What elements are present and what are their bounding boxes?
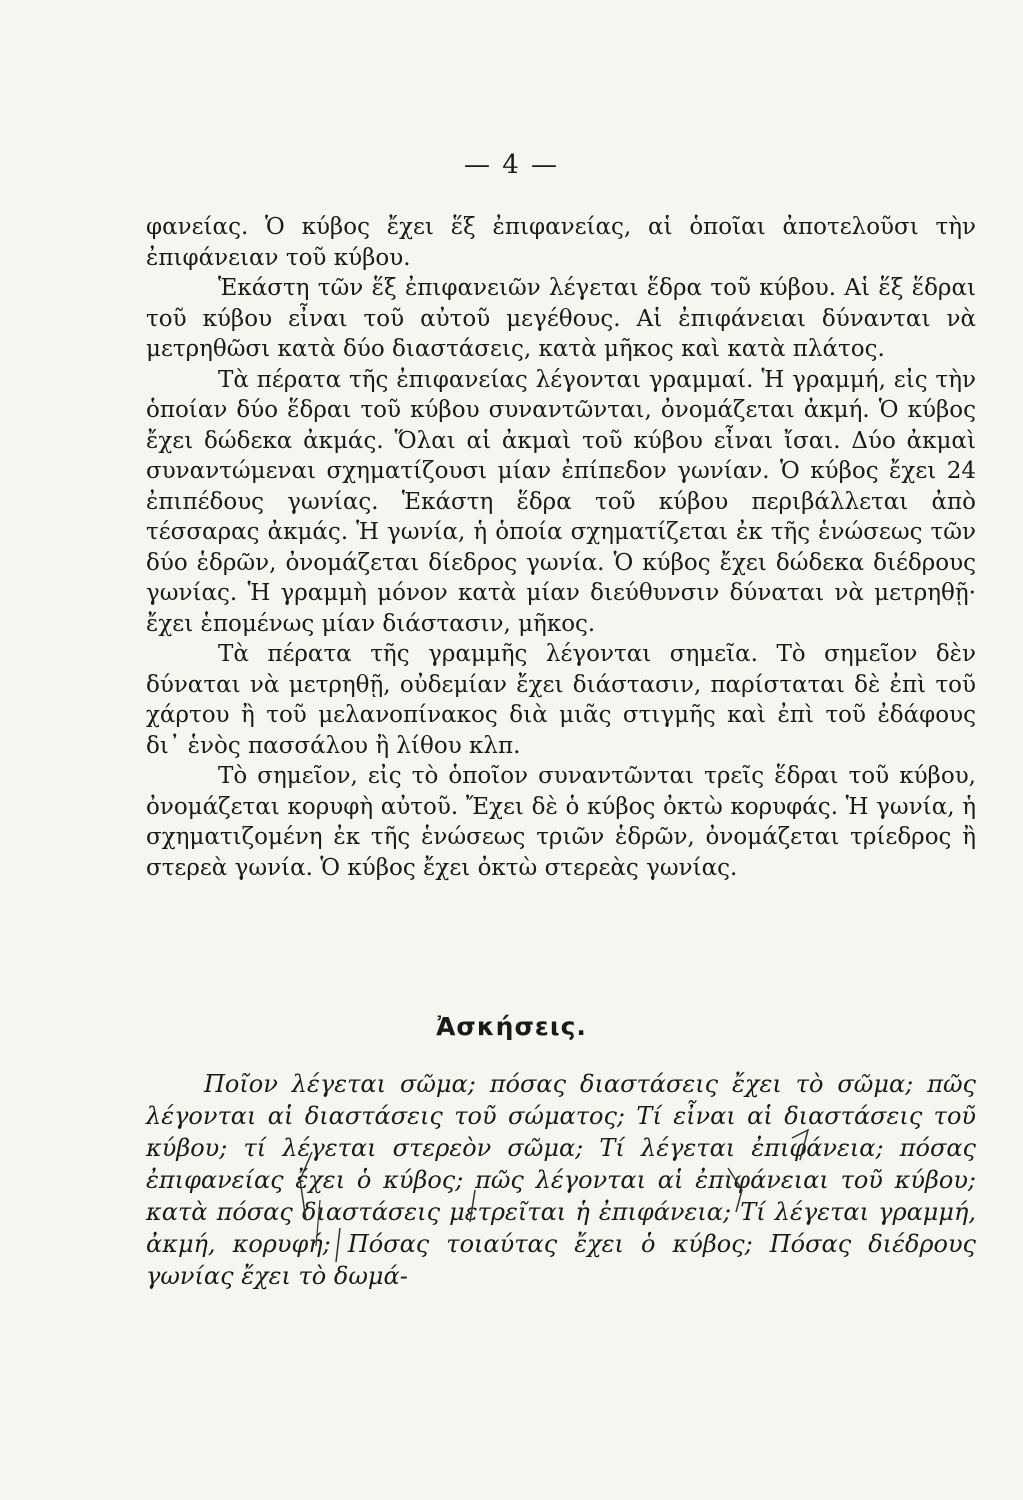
paragraph-5: Τὸ σημεῖον, εἰς τὸ ὁποῖον συναντῶνται τρεῖς ἕδραι τοῦ κύβου, ὀνομάζεται κορυφὴ αὐτοῦ. Ἔχει δὲ ὁ κύβος ὀκτὼ κορυφάς. Ἡ γωνία, ἡ σχηματιζομένη ἐκ τῆς ἑνώσεως τριῶν ἑδρῶν, ὀνομάζεται τρίεδρος ἢ στερεὰ γωνία. Ὁ κύβος ἔχει ὀκτὼ στερεὰς γωνίας. (146, 763, 976, 881)
paragraph-1: φανείας. Ὁ κύβος ἔχει ἕξ ἐπιφανείας, αἱ ὁποῖαι ἀποτελοῦσι τὴν ἐπιφάνειαν τοῦ κύβου. (146, 214, 976, 271)
paragraph-3: Τὰ πέρατα τῆς ἐπιφανείας λέγονται γραμμαί. Ἡ γραμμή, εἰς τὴν ὁποίαν δύο ἕδραι τοῦ κύβου συναντῶνται, ὀνομάζεται ἀκμή. Ὁ κύβος ἔχει δώδεκα ἀκμάς. Ὅλαι αἱ ἀκμαὶ τοῦ κύβου εἶναι ἴσαι. Δύο ἀκμαὶ συναντώμεναι σχηματίζουσι μίαν ἐπίπεδον γωνίαν. Ὁ κύβος ἔχει 24 ἐπιπέδους γωνίας. Ἑκάστη ἕδρα τοῦ κύβου περιβάλλεται ἀπὸ τέσσαρας ἀκμάς. Ἡ γωνία, ἡ ὁποία σχηματίζεται ἐκ τῆς ἑνώσεως τῶν δύο ἑδρῶν, ὀνομάζεται δίεδρος γωνία. Ὁ κύβος ἔχει δώδεκα διέδρους γωνίας. Ἡ γραμμὴ μόνον κατὰ μίαν διεύθυνσιν δύναται νὰ μετρηθῇ· ἔχει ἑπομένως μίαν διάστασιν, μῆκος. (146, 366, 976, 637)
page-number: — 4 — (463, 150, 560, 180)
body-text (146, 212, 976, 883)
paragraph-2: Ἑκάστη τῶν ἕξ ἐπιφανειῶν λέγεται ἕδρα τοῦ κύβου. Αἱ ἕξ ἕδραι τοῦ κύβου εἶναι τοῦ αὐτοῦ μεγέθους. Αἱ ἐπιφάνειαι δύνανται νὰ μετρηθῶσι κατὰ δύο διαστάσεις, κατὰ μῆκος καὶ κατὰ πλάτος. (146, 275, 976, 362)
exercises-paragraph: Ποῖον λέγεται σῶμα; πόσας διαστάσεις ἔχει τὸ σῶμα; πῶς λέγονται αἱ διαστάσεις τοῦ σώματος; Τί εἶναι αἱ διαστάσεις τοῦ κύβου; τί λέγεται στερεὸν σῶμα; Τί λέγεται ἐπιφάνεια; πόσας ἐπιφανείας ἔχει ὁ κύβος; πῶς λέγονται αἱ ἐπιφάνειαι τοῦ κύβου; κατὰ πόσας διαστάσεις μετρεῖται ἡ ἐπιφάνεια; Τί λέγεται γραμμή, ἀκμή, κορυφή; Πόσας τοιαύτας ἔχει ὁ κύβος; Πόσας διέδρους γωνίας ἔχει τὸ δωμά- (146, 1070, 976, 1290)
paragraph-4: Τὰ πέρατα τῆς γραμμῆς λέγονται σημεῖα. Τὸ σημεῖον δὲν δύναται νὰ μετρηθῇ, οὐδεμίαν ἔχει διάστασιν, παρίσταται δὲ ἐπὶ τοῦ χάρτου ἢ τοῦ μελανοπίνακος διὰ μιᾶς στιγμῆς καὶ ἐπὶ τοῦ ἐδάφους δι᾽ ἑνὸς πασσάλου ἢ λίθου κλπ. (146, 641, 976, 759)
exercises-text (146, 1068, 976, 1292)
section-heading: Ἀσκήσεις. (436, 1012, 587, 1041)
